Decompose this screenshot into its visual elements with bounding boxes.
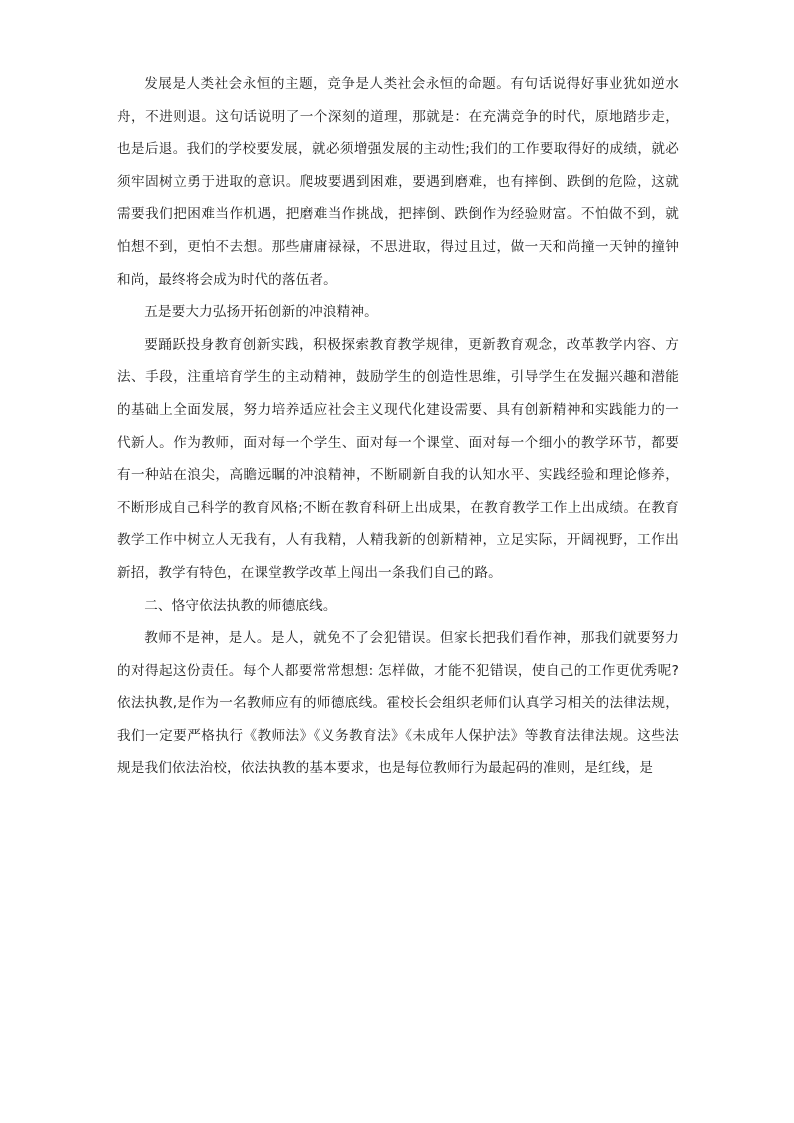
paragraph-innovation: 要踊跃投身教育创新实践，积极探索教育教学规律，更新教育观念，改革教学内容、方法、手段，注重培育学生的主动精神，鼓励学生的创造性思维，引导学生在发掘兴趣和潜能的基础上全面发展，努力培养适应社会主义现代化建设需要、具有创新精神和实践能力的一代新人。作为教师，面对每一个学生、面对每一个课堂、面对每一个细小的教学环节，都要有一种站在浪尖，高瞻远瞩的冲浪精神，不断刷新自我的认知水平、实践经验和理论修养，不断形成自己科学的教育风格;不断在教育科研上出成果，在教育教学工作上出成绩。在教育教学工作中树立人无我有，人有我精，人精我新的创新精神，立足实际，开阔视野，工作出新招，教学有特色，在课堂教学改革上闯出一条我们自己的路。 [117,336,679,581]
paragraph-law: 教师不是神，是人。是人，就免不了会犯错误。但家长把我们看作神，那我们就要努力的对得起这份责任。每个人都要常常想想: 怎样做，才能不犯错误，使自己的工作更优秀呢?依法执教,是作为一名教师应有的师德底线。霍校长会组织老师们认真学习相关的法律法规，我们一定要严格执行《教师法》《义务教育法》《未成年人保护法》等教育法律法规。这些法规是我们依法治校，依法执教的基本要求，也是每位教师行为最起码的准则，是红线，是 [117,630,679,777]
document-body [117,68,679,785]
paragraph-heading-innovation: 五是要大力弘扬开拓创新的冲浪精神。 [144,304,378,321]
paragraph-heading-law: 二、恪守依法执教的师德底线。 [144,597,337,614]
paragraph-development: 发展是人类社会永恒的主题，竞争是人类社会永恒的命题。有句话说得好事业犹如逆水舟，不进则退。这句话说明了一个深刻的道理，那就是：在充满竞争的时代，原地踏步走，也是后退。我们的学校要发展，就必须增强发展的主动性;我们的工作要取得好的成绩，就必须牢固树立勇于进取的意识。爬坡要遇到困难，要遇到磨难，也有摔倒、跌倒的危险，这就需要我们把困难当作机遇，把磨难当作挑战，把摔倒、跌倒作为经验财富。不怕做不到，就怕想不到，更怕不去想。那些庸庸禄禄，不思进取，得过且过，做一天和尚撞一天钟的撞钟和尚，最终将会成为时代的落伍者。 [117,76,679,288]
